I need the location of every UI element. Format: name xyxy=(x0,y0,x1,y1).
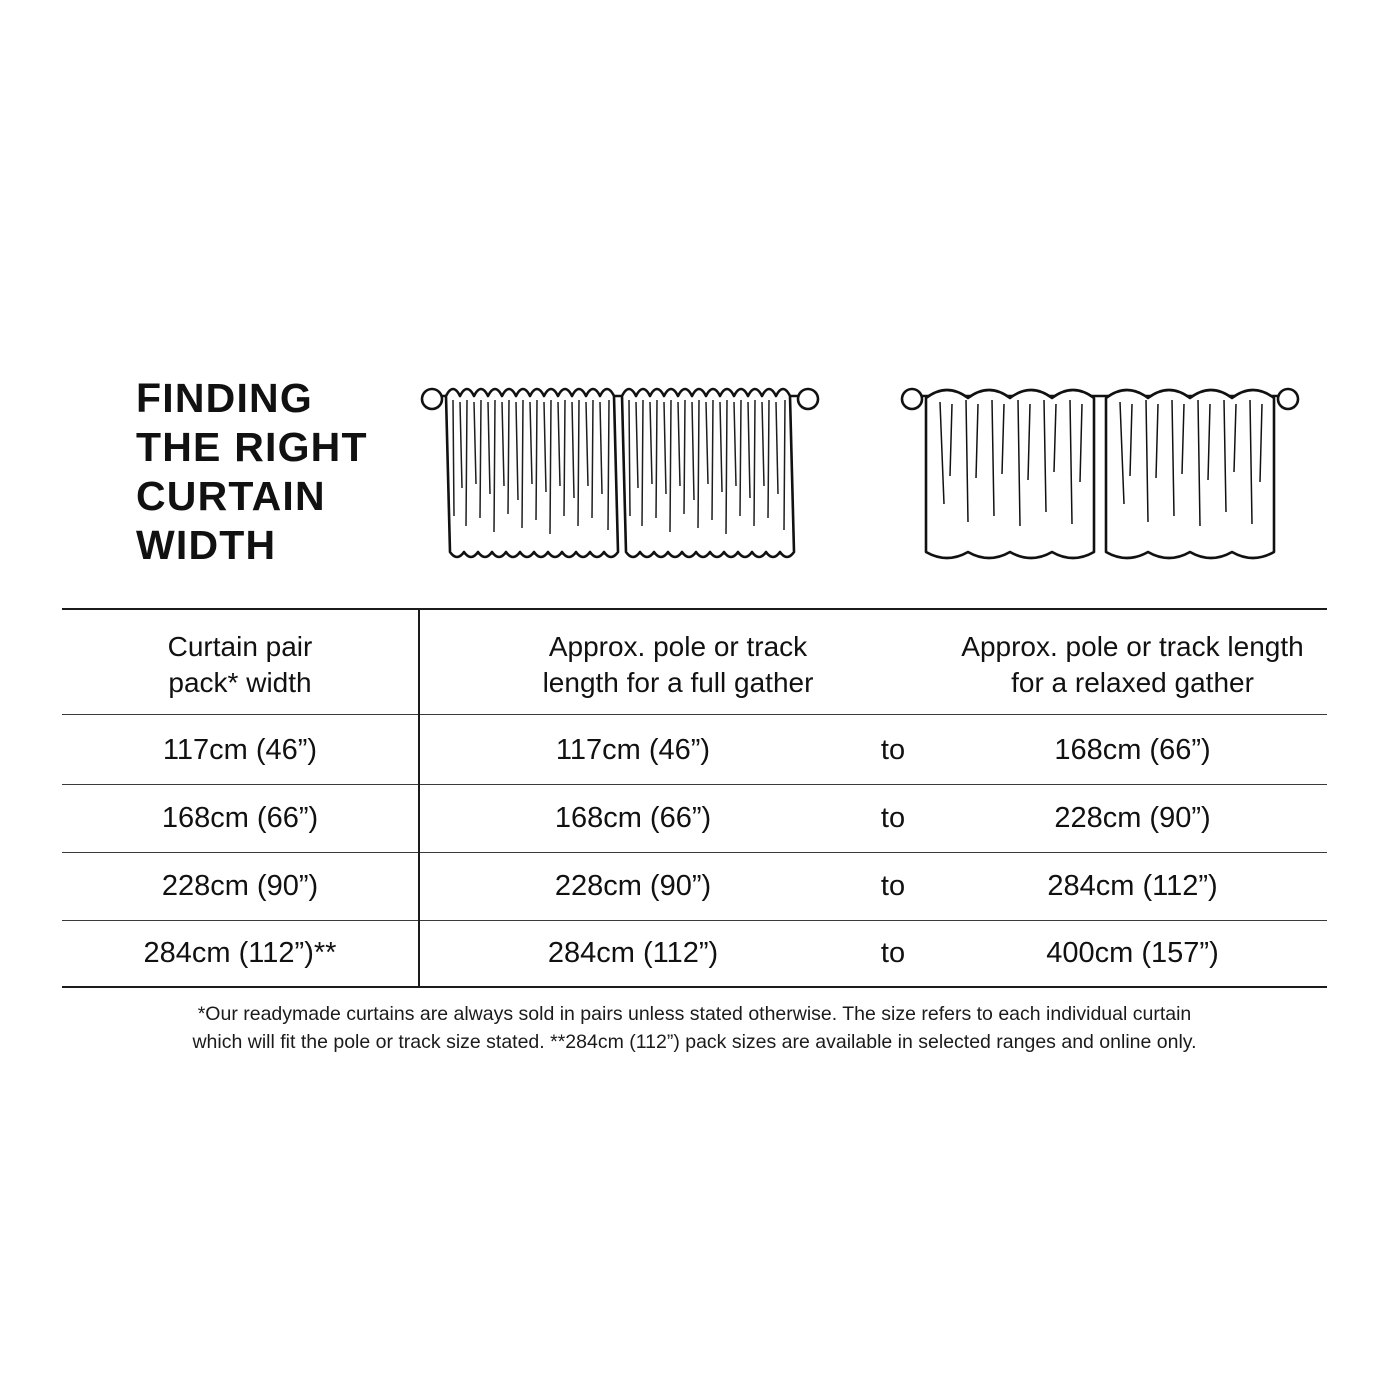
cell-to-label: to xyxy=(880,733,906,766)
header-relaxed-gather-line-2: for a relaxed gather xyxy=(1011,667,1254,698)
header xyxy=(62,360,1327,605)
header-relaxed-gather xyxy=(938,629,1327,701)
table-row xyxy=(62,852,1327,920)
cell-relaxed-gather: 400cm (157”) xyxy=(1046,937,1219,969)
footnote-line-2: which will fit the pole or track size stated. **284cm (112”) pack sizes are available in selected ranges and online only. xyxy=(192,1031,1197,1053)
header-pack-width-line-2: pack* width xyxy=(168,667,312,698)
cell-pack-width: 284cm (112”)** xyxy=(143,937,337,969)
table-header-row xyxy=(62,618,1327,712)
cell-full-gather: 117cm (46”) xyxy=(555,734,711,766)
cell-relaxed-gather: 168cm (66”) xyxy=(1054,734,1211,766)
page-title-line-3: CURTAIN xyxy=(136,473,326,519)
illustration-group xyxy=(392,360,1327,586)
relaxed-gather-curtain-illustration xyxy=(900,366,1300,586)
table-row xyxy=(62,784,1327,852)
table-row xyxy=(62,920,1327,986)
header-relaxed-gather-line-1: Approx. pole or track length xyxy=(961,631,1304,662)
page-title-line-4: WIDTH xyxy=(136,522,277,568)
cell-relaxed-gather: 284cm (112”) xyxy=(1047,870,1218,902)
table-rule-top xyxy=(62,608,1327,610)
table-row xyxy=(62,716,1327,784)
full-gather-curtain-illustration xyxy=(420,366,820,586)
header-full-gather-line-2: length for a full gather xyxy=(542,667,814,698)
cell-full-gather: 284cm (112”) xyxy=(547,937,719,969)
cell-full-gather: 228cm (90”) xyxy=(554,870,712,902)
cell-pack-width: 117cm (46”) xyxy=(162,734,318,766)
cell-pack-width: 168cm (66”) xyxy=(161,802,319,834)
header-pack-width-line-1: Curtain pair xyxy=(167,631,313,662)
cell-pack-width: 228cm (90”) xyxy=(161,870,319,902)
cell-relaxed-gather: 228cm (90”) xyxy=(1054,802,1211,834)
cell-to-label: to xyxy=(880,801,906,834)
footnote-line-1: *Our readymade curtains are always sold in pairs unless stated otherwise. The size refers to each individual curtain xyxy=(197,1003,1192,1025)
header-full-gather-line-1: Approx. pole or track xyxy=(548,631,808,662)
table-rule-header xyxy=(62,714,1327,715)
header-pack-width xyxy=(62,629,418,701)
cell-to-label: to xyxy=(880,869,906,902)
cell-to-label: to xyxy=(880,936,906,969)
footnote xyxy=(62,1000,1327,1056)
cell-full-gather: 168cm (66”) xyxy=(554,802,712,834)
page-title-line-1: FINDING xyxy=(136,375,313,421)
page-title xyxy=(62,374,392,570)
header-full-gather xyxy=(418,629,938,701)
page-title-line-2: THE RIGHT xyxy=(136,424,368,470)
table-rule-bottom xyxy=(62,986,1327,988)
